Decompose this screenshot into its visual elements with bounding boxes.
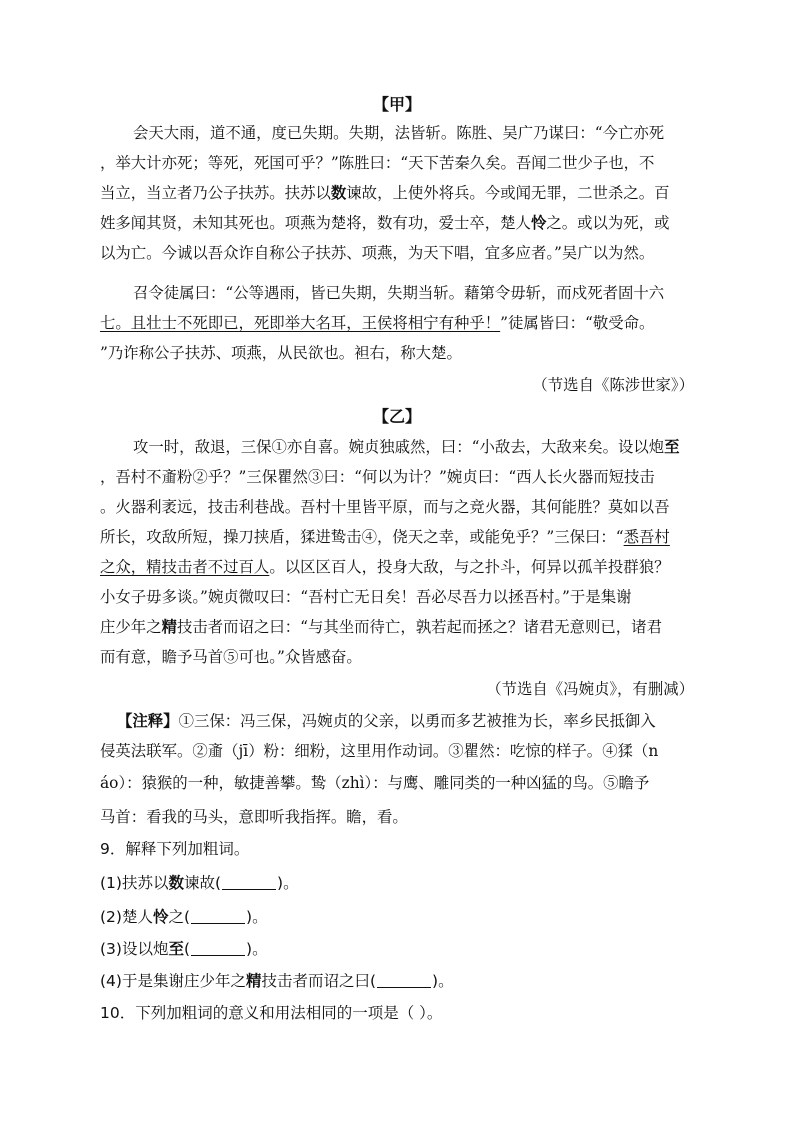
text: ( xyxy=(183,940,191,958)
jia-line-8: ”乃诈称公子扶苏、项燕，从民欲也。袒右，称大楚。 xyxy=(100,344,462,362)
passage-yi-title: 【乙】 xyxy=(372,407,421,426)
yi-line-6: 小女子毋多谈。”婉贞微叹曰：“吾村亡无日矣！吾必尽吾力以拯吾村。”于是集谢 xyxy=(100,588,632,606)
text: 之。或以为死，或 xyxy=(546,214,670,232)
answer-blank[interactable] xyxy=(191,907,245,924)
q9-item-1 xyxy=(100,872,299,894)
notes-line-3: áo）：猿猴的一种，敏捷善攀。鸷（zhì）：与鹰、雕同类的一种凶猛的鸟。⑤瞻予 xyxy=(100,774,650,792)
text: (2)楚人 xyxy=(100,908,153,926)
bold-word: 怜 xyxy=(152,908,169,926)
text: )。 xyxy=(432,972,454,990)
text: 姓多闻其贤，未知其死也。项燕为楚将，数有功，爱士卒，楚人 xyxy=(100,214,531,232)
answer-blank[interactable] xyxy=(377,971,431,988)
q9-item-4 xyxy=(100,970,454,992)
q9-item-2 xyxy=(100,906,268,928)
text: 技击者而诏之曰：“与其坐而待亡，孰若起而拯之？诸君无意则已，诸君 xyxy=(176,618,662,636)
text: 。以区区百人，投身大敌，与之扑斗，何异以孤羊投群狼？ xyxy=(269,558,670,576)
text: 之( xyxy=(168,908,191,926)
text: 庄少年之 xyxy=(100,618,162,636)
bold-word: 数 xyxy=(168,874,184,892)
text: (1)扶苏以 xyxy=(100,874,169,892)
text: (4)于是集谢庄少年之 xyxy=(100,972,246,990)
bold-word: 精 xyxy=(245,972,262,990)
text: (3)设以炮 xyxy=(100,940,169,958)
jia-line-6: 召令徒属曰：“公等遇雨，皆已失期，失期当斩。藉第令毋斩，而戍死者固十六 xyxy=(133,284,665,302)
text: ”徒属皆曰：“敬受命。 xyxy=(500,314,655,332)
notes-line-2: 侵英法联军。②齑（jī）粉：细粉，这里用作动词。③瞿然：吃惊的样子。④猱（n xyxy=(100,742,659,760)
yi-line-3: 。火器利袤远，技击利巷战。吾村十里皆平原，而与之竞火器，其何能胜？莫如以吾 xyxy=(100,498,670,516)
underlined-sentence: 七。且壮士不死即已，死即举大名耳，王侯将相宁有种乎！ xyxy=(100,314,501,332)
yi-line-7 xyxy=(100,616,662,638)
notes-line-4: 马首：看我的马头，意即听我指挥。瞻，看。 xyxy=(100,808,408,826)
text: ①三保：冯三保，冯婉贞的父亲，以勇而多艺被推为长，率乡民抵御入 xyxy=(178,712,656,730)
yi-line-2: ，吾村不齑粉②乎？”三保瞿然③曰：“何以为计？”婉贞曰：“西人长火器而短技击 xyxy=(100,468,655,486)
yi-source: （节选自《冯婉贞》，有删减） xyxy=(486,680,694,698)
text: )。 xyxy=(246,940,268,958)
notes-label: 【注释】 xyxy=(117,712,179,730)
jia-line-1: 会天大雨，道不通，度已失期。失期，法皆斩。陈胜、吴广乃谋曰：“今亡亦死 xyxy=(133,124,665,142)
q9-stem: 9．解释下列加粗词。 xyxy=(100,840,250,858)
text: 谏故，上使外将兵。今或闻无罪，二世杀之。百 xyxy=(346,184,670,202)
text: 当立，当立者乃公子扶苏。扶苏以 xyxy=(100,184,331,202)
bold-word-jing: 精 xyxy=(161,618,177,636)
bold-word-shu: 数 xyxy=(330,184,347,202)
text: 技击者而诏之曰( xyxy=(261,972,377,990)
text: 攻一时，敌退，三保①亦自喜。婉贞独戚然，曰：“小敌去，大敌来矣。设以炮 xyxy=(133,438,665,456)
yi-line-5 xyxy=(100,556,669,578)
underlined-sentence-end: 之众，精技击者不过百人 xyxy=(100,558,270,576)
text: 所长，攻敌所短，操刀挟盾，猱进鸷击④，侥天之幸，或能免乎？”三保曰：“ xyxy=(100,528,624,546)
jia-line-7 xyxy=(100,312,654,334)
underlined-sentence-start: 悉吾村 xyxy=(623,528,670,546)
notes-line-1 xyxy=(117,710,656,732)
text: )。 xyxy=(246,908,268,926)
yi-line-1 xyxy=(133,436,680,458)
q10-stem: 10．下列加粗词的意义和用法相同的一项是（ ）。 xyxy=(100,1004,443,1022)
answer-blank[interactable] xyxy=(222,873,276,890)
yi-line-4 xyxy=(100,526,670,548)
jia-line-2: ，举大计亦死；等死，死国可乎？”陈胜曰：“天下苦秦久矣。吾闻二世少子也，不 xyxy=(100,154,655,172)
answer-blank[interactable] xyxy=(191,939,245,956)
bold-word-lian: 怜 xyxy=(530,214,547,232)
jia-source: （节选自《陈涉世家》） xyxy=(532,376,694,394)
yi-line-8: 而有意，瞻予马首⑤可也。”众皆感奋。 xyxy=(100,648,362,666)
passage-jia-title: 【甲】 xyxy=(372,95,421,114)
jia-line-4 xyxy=(100,212,670,234)
bold-word: 至 xyxy=(168,940,184,958)
text: 谏故( xyxy=(183,874,222,892)
bold-word-zhi: 至 xyxy=(664,438,680,456)
q9-item-3 xyxy=(100,938,268,960)
jia-line-3 xyxy=(100,182,670,204)
jia-line-5: 以为亡。今诚以吾众诈自称公子扶苏、项燕，为天下唱，宜多应者。”吴广以为然。 xyxy=(100,244,655,262)
text: )。 xyxy=(277,874,299,892)
